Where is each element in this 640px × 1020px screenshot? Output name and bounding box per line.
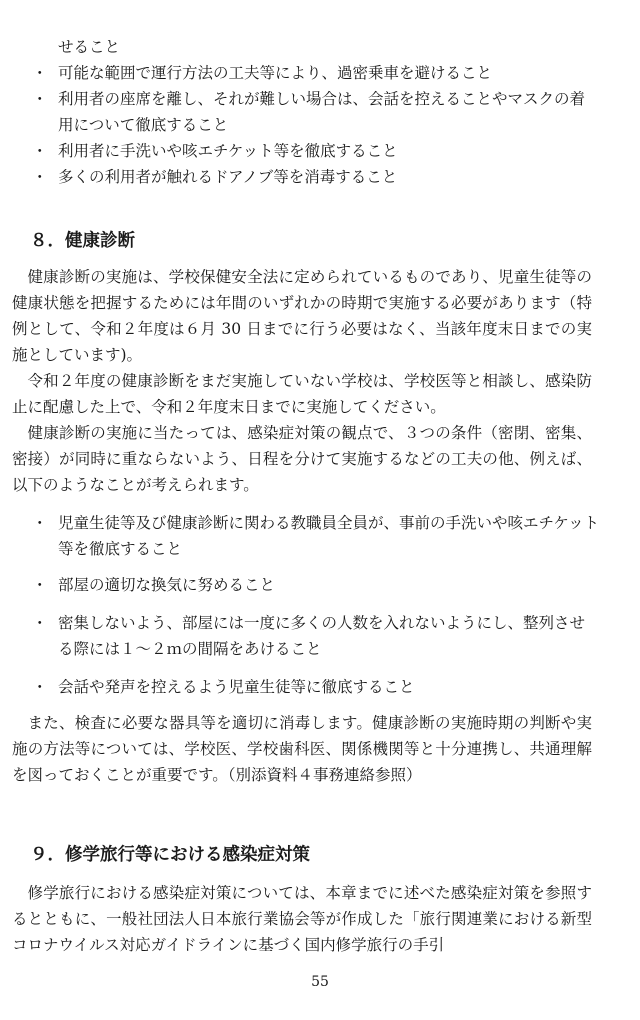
paragraph: また、検査に必要な器具等を適切に消毒します。健康診断の実施時期の判断や実施の方法等については、学校医、学校歯科医、関係機関等と十分連携し、共通理解を図っておくことが重要です。（別添資料４事務連絡参照） [12,714,592,784]
list-item [30,510,600,562]
list-item [30,138,600,164]
list-item [30,572,600,598]
bullet-marker: ・ [32,142,48,160]
section-heading: ８．健康診断 [30,231,135,251]
paragraph: 修学旅行における感染症対策については、本章までに述べた感染症対策を参照するとともに、一般社団法人日本旅行業協会等が作成した「旅行関連業における新型コロナウイルス対応ガイドラインに基づく国内修学旅行の手引 [12,884,592,954]
list-item [30,610,600,662]
section-heading: ９．修学旅行等における感染症対策 [30,845,310,865]
page-number: 55 [311,974,329,990]
bullet-marker: ・ [32,90,48,108]
paragraph: 令和２年度の健康診断をまだ実施していない学校は、学校医等と相談し、感染防止に配慮した上で、令和２年度末日までに実施してください。 [12,372,592,416]
list-item-text: 児童生徒等及び健康診断に関わる教職員全員が、事前の手洗いや咳エチケット等を徹底すること [58,514,600,558]
list-item [30,86,600,138]
list-item-text: 利用者に手洗いや咳エチケット等を徹底すること [58,142,398,160]
list-item-text: 部屋の適切な換気に努めること [58,576,276,594]
list-item-text: 多くの利用者が触れるドアノブ等を消毒すること [58,168,398,186]
list-item [30,674,600,700]
paragraph: 健康診断の実施に当たっては、感染症対策の観点で、３つの条件（密閉、密集、密接）が同時に重ならないよう、日程を分けて実施するなどの工夫の他、例えば、以下のようなことが考えられます。 [12,424,592,494]
list-item-text: 可能な範囲で運行方法の工夫等により、過密乗車を避けること [58,64,493,82]
list-item [30,164,600,190]
bullet-marker: ・ [32,614,48,632]
bullet-marker: ・ [32,514,48,532]
bullet-marker: ・ [32,168,48,186]
bullet-continuation: せること [58,38,121,56]
list-item-text: 密集しないよう、部屋には一度に多くの人数を入れないようにし、整列させる際には１～２ｍの間隔をあけること [58,614,586,658]
list-item-text: 利用者の座席を離し、それが難しい場合は、会話を控えることやマスクの着用について徹底すること [58,90,586,134]
bullet-marker: ・ [32,678,48,696]
list-item [30,60,600,86]
bullet-marker: ・ [32,576,48,594]
paragraph: 健康診断の実施は、学校保健安全法に定められているものであり、児童生徒等の健康状態を把握するためには年間のいずれかの時期で実施する必要があります（特例として、令和２年度は６月 30 日までに行う必要はなく、当該年度末日までの実施としています)。 [12,268,592,364]
list-item-text: 会話や発声を控えるよう児童生徒等に徹底すること [58,678,415,696]
bullet-marker: ・ [32,64,48,82]
